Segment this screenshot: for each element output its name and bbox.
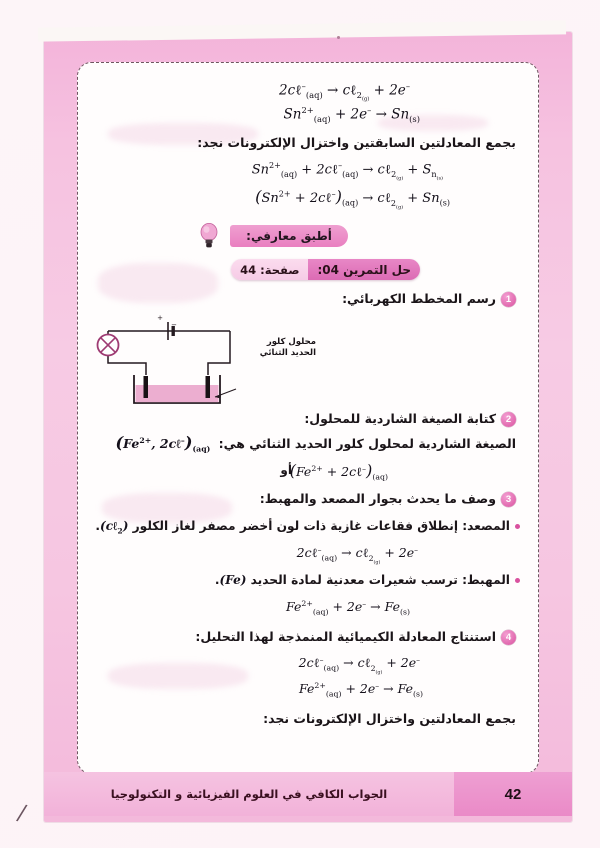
beaker-label-line-2: الحديد الثنائي: [259, 347, 316, 358]
q2-formula-alt: ($Fe^{2+}$ + $2c\ell^-)_{(aq)}$: [289, 461, 388, 482]
q4-equation-2: $Fe^{2+}_{(aq)} + 2e^- \to Fe_{(s)}$: [299, 681, 423, 699]
scan-smudge: [108, 663, 248, 689]
question-1-text: رسم المخطط الكهربائي:: [342, 291, 496, 306]
equation-sum-2: ($Sn^{2+}$ + $2c\ell^-)_{(aq)}$ → cℓ$_{2_{(g)}}$ + $Sn_{(s)}$: [255, 187, 450, 211]
question-3: [260, 491, 516, 507]
handwritten-mark: /: [15, 800, 29, 827]
equation-top-2: $Sn^{2+}_{(aq)} + 2e^- \to Sn_{(s)}$: [283, 105, 420, 125]
exercise-page-block: [231, 259, 308, 280]
q2-answer-line: [115, 433, 516, 454]
scan-smudge: [98, 263, 218, 303]
anode-formula-inline: (cℓ$_2$): [100, 519, 129, 536]
q2-formula-inline: ($Fe^{2+}$, $2c\ell^-)_{(aq)}$: [115, 433, 211, 454]
exercise-title: حل التمرين 04:: [317, 262, 411, 277]
question-3-text: وصف ما يحدث بجوار المصعد والمهبط:: [259, 491, 496, 506]
anode-bullet-line: [95, 519, 520, 535]
lightbulb-icon: [198, 223, 220, 249]
apply-knowledge-bar: [230, 225, 348, 247]
question-number-2: 2: [501, 412, 516, 427]
exercise-page-label: صفحة: 44: [240, 262, 300, 277]
cathode-trailing: .: [214, 573, 220, 587]
cathode-equation: $Fe^{2+}_{(aq)} + 2e^- \to Fe_{(s)}$: [286, 599, 410, 617]
equation-sum-1: $Sn^{2+}_{(aq)}$ + 2cℓ–$_{(aq)}$ → cℓ$_{2_{(g)}}$ + $S_{n_{(s)}}$: [251, 161, 443, 182]
footer-title-block: [44, 787, 454, 801]
sum-intro-top: بجمع المعادلتين السابقتين واختزال الإلكترونات نجد:: [197, 135, 516, 150]
q2-sentence: الصيغة الشاردية لمحلول كلور الحديد الثنائي هي:: [218, 436, 516, 451]
question-2: [304, 411, 516, 427]
cathode-formula-inline: (Fe): [219, 573, 247, 587]
content-sheet: [77, 62, 539, 774]
question-4: [195, 629, 516, 645]
bullet-dot-icon: [515, 578, 520, 583]
question-number-3: 3: [501, 492, 516, 507]
question-4-text: استنتاج المعادلة الكيميائية المنمذجة لهذا التحليل:: [195, 629, 496, 644]
beaker-label-line-1: محلول كلور: [266, 337, 316, 347]
apply-knowledge-label: أطبق معارفي:: [246, 229, 332, 243]
footer-title: الجواب الكافي في العلوم الفيزيائية و التكنولوجيا: [110, 787, 388, 801]
exercise-title-block: [308, 259, 420, 280]
equation-top-1: 2cℓ–$_{(aq)}$ → cℓ$_{2_{(g)}}$ + 2e–: [279, 81, 410, 103]
cathode-bullet-line: [215, 573, 520, 587]
page-number-block: [454, 772, 572, 816]
question-number-1: 1: [501, 292, 516, 307]
bullet-dot-icon: [515, 524, 520, 529]
question-2-text: كتابة الصيغة الشاردية للمحلول:: [304, 411, 496, 426]
svg-text:+: +: [157, 314, 163, 322]
question-number-4: 4: [501, 630, 516, 645]
circuit-diagram: [84, 313, 316, 405]
sum-intro-bottom: بجمع المعادلتين واختزال الإلكترونات نجد:: [263, 711, 516, 726]
q2-or-label: أو: [280, 463, 292, 477]
cathode-text: المهبط: ترسب شعيرات معدنية لمادة الحديد: [250, 573, 510, 587]
q4-equation-1: 2cℓ–$_{(aq)}$ → cℓ$_{2_{(g)}}$ + 2e–: [298, 655, 420, 676]
anode-trailing: .: [95, 519, 101, 533]
page-number: 42: [504, 785, 522, 803]
paper-speck: [337, 36, 340, 39]
anode-text: المصعد: إنطلاق فقاعات غازية ذات لون أخضر مصفر لغاز الكلور: [132, 519, 510, 533]
apply-knowledge-banner: [196, 223, 348, 249]
anode-equation: 2cℓ–$_{(aq)}$ → cℓ$_{2_{(g)}}$ + 2e–: [296, 545, 418, 566]
exercise-badge: [231, 259, 420, 280]
svg-text:−: −: [171, 321, 177, 329]
page-footer: [44, 772, 572, 816]
question-1: [342, 291, 516, 307]
